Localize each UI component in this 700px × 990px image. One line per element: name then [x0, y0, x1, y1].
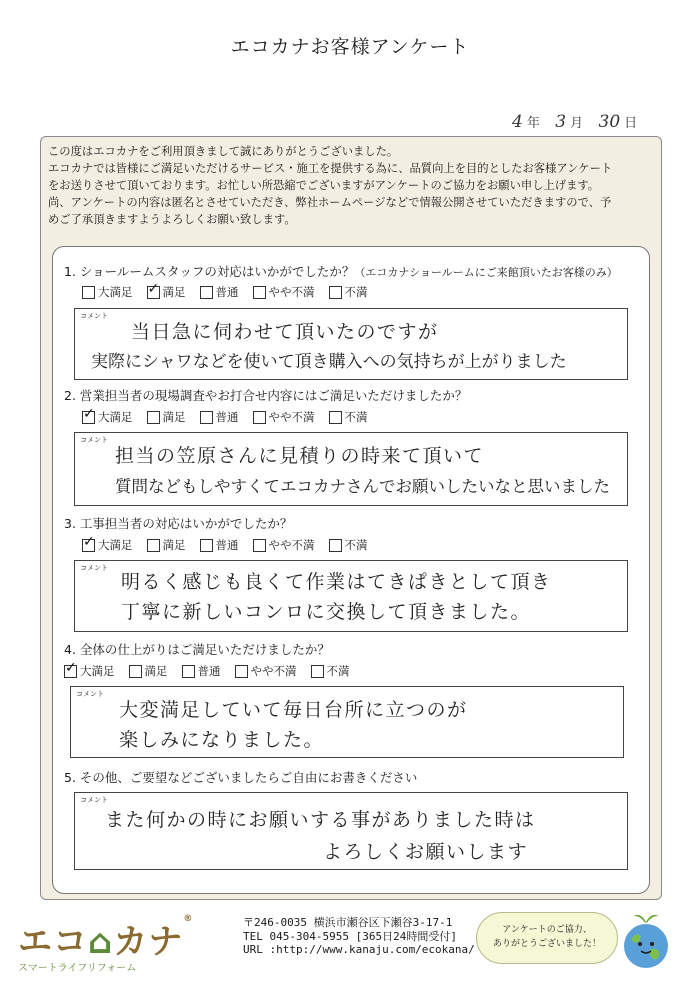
- option-label: 満足: [162, 538, 186, 552]
- question-1-options: [82, 284, 368, 300]
- option-label: 大満足: [98, 538, 133, 552]
- question-1-note: （エコカナショールームにご来館頂いたお客様のみ）: [354, 266, 618, 279]
- checkbox[interactable]: [147, 539, 160, 552]
- checkbox[interactable]: [82, 286, 95, 299]
- checkbox-checked[interactable]: [64, 665, 77, 678]
- option-normal[interactable]: [200, 284, 239, 300]
- house-icon: ⌂: [88, 922, 114, 962]
- logo-subtitle: スマートライフリフォーム: [18, 963, 137, 974]
- checkbox[interactable]: [200, 286, 213, 299]
- checkbox[interactable]: [329, 411, 342, 424]
- comment-5-line-2: よろしくお願いします: [323, 841, 529, 863]
- question-4-text: 4. 全体の仕上がりはご満足いただけましたか？: [64, 642, 330, 657]
- option-label: 大満足: [98, 285, 133, 299]
- option-satisfied[interactable]: [129, 663, 168, 679]
- question-5: [64, 768, 417, 786]
- option-very-satisfied[interactable]: [82, 537, 133, 553]
- comment-box-1[interactable]: [74, 308, 628, 380]
- option-normal[interactable]: [200, 409, 239, 425]
- comment-4-line-1: 大変満足していて毎日台所に立つのが: [119, 699, 468, 721]
- option-dissatisfied[interactable]: [311, 663, 350, 679]
- option-somewhat-dissatisfied[interactable]: [253, 284, 315, 300]
- checkbox[interactable]: [129, 665, 142, 678]
- option-label: 普通: [215, 410, 239, 424]
- question-1: [64, 262, 618, 280]
- intro-line: をお送りさせて頂いております。お忙しい所恐縮でございますがアンケートのご協力をお願い申し上げます。: [48, 179, 600, 192]
- checkbox[interactable]: [147, 411, 160, 424]
- comment-3-line-2: 丁寧に新しいコンロに交換して頂きました。: [121, 601, 532, 623]
- question-2-options: [82, 409, 368, 425]
- question-3-text: 3. 工事担当者の対応はいかがでしたか？: [64, 516, 293, 531]
- question-2: [64, 386, 467, 404]
- comment-tag: コメント: [80, 564, 108, 572]
- phone-line: TEL 045-304-5955 [365日24時間受付]: [243, 929, 457, 943]
- comment-2-line-1: 担当の笠原さんに見積りの時来て頂いて: [115, 445, 485, 467]
- question-4-options: [64, 663, 350, 679]
- option-label: やや不満: [268, 538, 315, 552]
- intro-line: 尚、アンケートの内容は匿名とさせていただき、弊社ホームページなどで情報公開させていただきますので、予: [48, 196, 612, 209]
- logo-text-left: エコ: [18, 922, 88, 962]
- option-label: やや不満: [250, 664, 297, 678]
- question-4: [64, 640, 330, 658]
- comment-1-line-2: 実際にシャワなどを使いて頂き購入への気持ちが上がりました: [91, 352, 567, 372]
- checkbox[interactable]: [311, 665, 324, 678]
- option-label: 大満足: [98, 410, 133, 424]
- survey-date: [512, 112, 647, 132]
- checkbox-checked[interactable]: [82, 539, 95, 552]
- checkbox[interactable]: [200, 539, 213, 552]
- option-very-satisfied[interactable]: [82, 284, 133, 300]
- option-label: 不満: [344, 410, 368, 424]
- checkbox[interactable]: [182, 665, 195, 678]
- checkbox[interactable]: [235, 665, 248, 678]
- date-year: 4: [512, 112, 523, 132]
- checkbox[interactable]: [200, 411, 213, 424]
- comment-box-3[interactable]: [74, 560, 628, 632]
- ecokana-logo[interactable]: [18, 914, 193, 974]
- option-dissatisfied[interactable]: [329, 284, 368, 300]
- option-very-satisfied[interactable]: [82, 409, 133, 425]
- checkbox[interactable]: [329, 539, 342, 552]
- url-line[interactable]: URL :http://www.kanaju.com/ecokana/: [243, 943, 475, 956]
- question-1-text: 1. ショールームスタッフの対応はいかがでしたか？: [64, 264, 355, 279]
- option-somewhat-dissatisfied[interactable]: [235, 663, 297, 679]
- option-label: 満足: [144, 664, 168, 678]
- comment-box-4[interactable]: [70, 686, 624, 758]
- company-address: [243, 916, 475, 957]
- option-satisfied[interactable]: [147, 409, 186, 425]
- registered-mark-icon: ®: [183, 914, 194, 924]
- comment-tag: コメント: [80, 436, 108, 444]
- question-3: [64, 514, 292, 532]
- earth-mascot-icon: [618, 908, 674, 972]
- checkbox[interactable]: [253, 539, 266, 552]
- question-5-text: 5. その他、ご要望などございましたらご自由にお書きください: [64, 770, 418, 785]
- option-satisfied[interactable]: [147, 537, 186, 553]
- comment-tag: コメント: [76, 690, 104, 698]
- option-label: 大満足: [80, 664, 115, 678]
- logo-wordmark: [18, 914, 193, 963]
- option-somewhat-dissatisfied[interactable]: [253, 409, 315, 425]
- intro-line: この度はエコカナをご利用頂きまして誠にありがとうございました。: [48, 145, 399, 158]
- option-dissatisfied[interactable]: [329, 537, 368, 553]
- comment-3-line-1: 明るく感じも良くて作業はてきぱきとして頂き: [121, 571, 552, 593]
- thanks-speech-bubble: [476, 912, 618, 964]
- date-month-label: 月: [570, 116, 584, 131]
- date-day: 30: [598, 112, 621, 132]
- checkbox-checked[interactable]: [82, 411, 95, 424]
- option-satisfied[interactable]: [147, 284, 186, 300]
- comment-5-line-1: また何かの時にお願いする事がありました時は: [105, 809, 536, 831]
- comment-4-line-2: 楽しみになりました。: [119, 729, 325, 751]
- option-very-satisfied[interactable]: [64, 663, 115, 679]
- bubble-line: アンケートのご協力、: [502, 925, 592, 935]
- option-label: 満足: [162, 285, 186, 299]
- checkbox[interactable]: [253, 411, 266, 424]
- address-line: 〒246-0035 横浜市瀬谷区下瀬谷3-17-1: [243, 916, 453, 929]
- option-label: 普通: [215, 285, 239, 299]
- checkbox-checked[interactable]: [147, 286, 160, 299]
- comment-2-line-2: 質問などもしやすくてエコカナさんでお願いしたいなと思いました: [115, 477, 610, 496]
- bubble-line: ありがとうございました！: [492, 939, 601, 949]
- option-label: やや不満: [268, 285, 315, 299]
- option-dissatisfied[interactable]: [329, 409, 368, 425]
- comment-box-5[interactable]: [74, 792, 628, 870]
- option-label: 普通: [215, 538, 239, 552]
- date-day-label: 日: [624, 116, 638, 131]
- option-label: 普通: [197, 664, 221, 678]
- question-2-text: 2. 営業担当者の現場調査やお打合せ内容にはご満足いただけましたか？: [64, 388, 468, 403]
- checkbox[interactable]: [329, 286, 342, 299]
- question-3-options: [82, 537, 368, 553]
- option-label: 不満: [344, 285, 368, 299]
- intro-text: [48, 143, 660, 228]
- comment-tag: コメント: [80, 312, 108, 320]
- option-normal[interactable]: [182, 663, 221, 679]
- option-somewhat-dissatisfied[interactable]: [253, 537, 315, 553]
- comment-1-line-1: 当日急に伺わせて頂いたのですが: [131, 321, 439, 343]
- page-title: エコカナお客様アンケート: [230, 36, 470, 58]
- intro-line: めご了承頂きますようよろしくお願い致します。: [48, 213, 296, 226]
- intro-line: エコカナでは皆様にご満足いただけるサービス・施工を提供する為に、品質向上を目的としたお客様アンケート: [48, 162, 613, 175]
- comment-box-2[interactable]: [74, 432, 628, 506]
- date-year-label: 年: [526, 116, 540, 131]
- option-label: 満足: [162, 410, 186, 424]
- option-normal[interactable]: [200, 537, 239, 553]
- option-label: 不満: [344, 538, 368, 552]
- date-month: 3: [555, 112, 567, 132]
- option-label: やや不満: [268, 410, 315, 424]
- option-label: 不満: [326, 664, 350, 678]
- logo-text-right: カナ: [113, 922, 184, 962]
- checkbox[interactable]: [253, 286, 266, 299]
- comment-tag: コメント: [80, 796, 108, 804]
